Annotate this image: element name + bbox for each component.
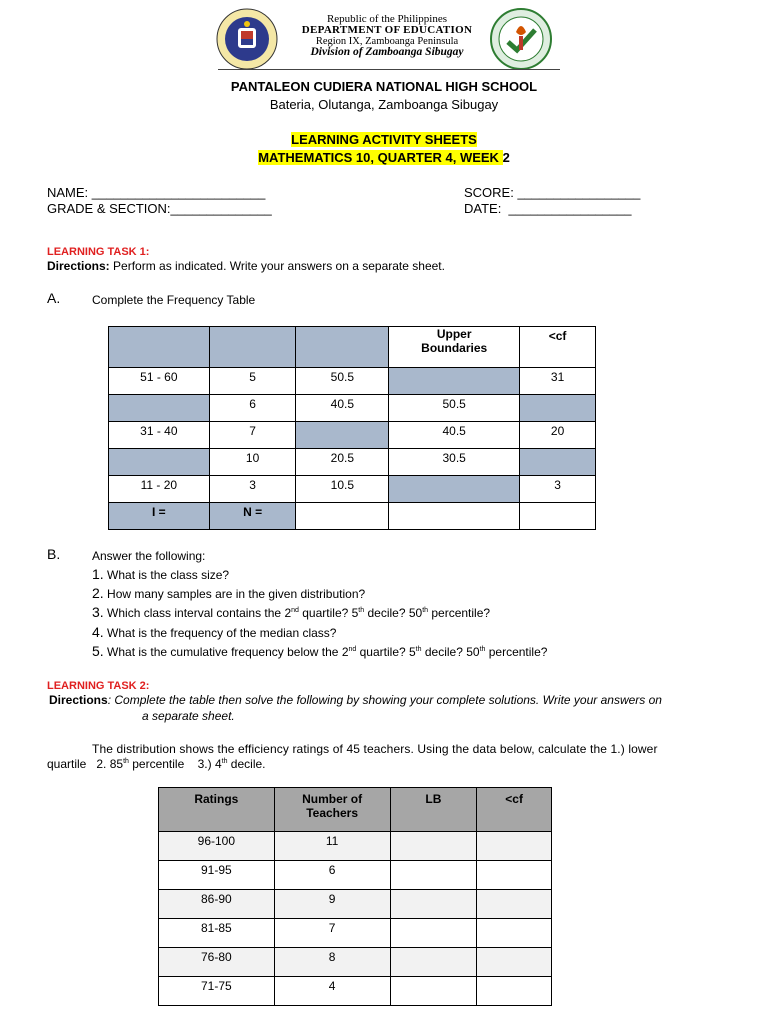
paragraph-text: decile. [227, 757, 266, 771]
task2-directions-text: : Complete the table then solve the following by showing your complete solutions. Write your answers on [107, 693, 662, 707]
deped-seal-left-logo [216, 8, 278, 70]
cell: 7 [209, 422, 296, 449]
question-text: What is the frequency of the median class? [107, 626, 337, 640]
name-field: NAME: ________________________ [47, 185, 266, 200]
table-row [109, 368, 596, 395]
sheet-title-line2: MATHEMATICS 10, QUARTER 4, WEEK [258, 150, 503, 165]
blank-cell[interactable] [390, 948, 477, 977]
table-row [109, 422, 596, 449]
question-1 [92, 566, 229, 582]
class-size-cell[interactable]: I = [109, 503, 210, 530]
table-header-row [159, 788, 552, 832]
blank-cell[interactable] [109, 449, 210, 476]
part-a-text: Complete the Frequency Table [92, 293, 256, 307]
header-cell-lb: LB [390, 788, 477, 832]
task2-directions-cont: a separate sheet. [142, 709, 235, 723]
cell: 71-75 [159, 977, 275, 1006]
ordinal-suffix: nd [291, 607, 299, 614]
paragraph-text: quartile 2. 85 [47, 757, 124, 771]
blank-cell[interactable] [390, 861, 477, 890]
question-3 [92, 604, 490, 620]
cell: 40.5 [296, 395, 389, 422]
task1-directions [47, 259, 445, 273]
table-row [159, 948, 552, 977]
cell: 6 [274, 861, 390, 890]
ordinal-suffix: th [123, 758, 129, 765]
question-number: 1. [92, 566, 104, 582]
week-number: 2 [502, 150, 510, 165]
paragraph-text: percentile 3.) 4 [128, 757, 222, 771]
cell: 4 [274, 977, 390, 1006]
cell: 40.5 [389, 422, 520, 449]
blank-cell[interactable] [477, 948, 552, 977]
ordinal-suffix: th [358, 607, 365, 614]
blank-cell[interactable] [477, 919, 552, 948]
question-text: decile? 50 [364, 606, 423, 620]
question-text: decile? 50 [421, 645, 480, 659]
blank-cell[interactable] [520, 503, 596, 530]
sheet-subtitle [0, 150, 768, 165]
question-4 [92, 624, 336, 640]
ordinal-suffix: th [422, 607, 429, 614]
ratings-table [158, 787, 552, 1006]
sheet-title-line1: LEARNING ACTIVITY SHEETS [291, 132, 477, 147]
table-row [159, 919, 552, 948]
blank-cell[interactable] [389, 476, 520, 503]
blank-cell[interactable] [520, 449, 596, 476]
cell: 96-100 [159, 832, 275, 861]
ordinal-suffix: nd [348, 646, 357, 653]
department-line: DEPARTMENT OF EDUCATION [301, 24, 473, 36]
task2-directions-label: Directions [49, 693, 108, 707]
cell: 51 - 60 [109, 368, 210, 395]
blank-cell[interactable] [389, 368, 520, 395]
question-number: 4. [92, 624, 104, 640]
date-field: DATE: _________________ [464, 201, 632, 216]
blank-cell[interactable] [296, 422, 389, 449]
blank-cell[interactable] [477, 890, 552, 919]
cell: 6 [209, 395, 296, 422]
question-text: How many samples are in the given distribution? [107, 587, 366, 601]
question-number: 3. [92, 604, 104, 620]
cell: 10.5 [296, 476, 389, 503]
task1-directions-label: Directions: [47, 259, 110, 273]
ordinal-suffix: th [479, 646, 486, 653]
sheet-title [0, 132, 768, 147]
table-row [109, 449, 596, 476]
blank-cell[interactable] [390, 919, 477, 948]
question-number: 5. [92, 643, 104, 659]
ordinal-suffix: th [415, 646, 422, 653]
blank-cell[interactable] [390, 832, 477, 861]
table-footer-row [109, 503, 596, 530]
header-cell[interactable] [209, 327, 296, 368]
school-name: PANTALEON CUDIERA NATIONAL HIGH SCHOOL [230, 79, 538, 94]
cell: 20.5 [296, 449, 389, 476]
cell: 7 [274, 919, 390, 948]
cell: 11 - 20 [109, 476, 210, 503]
task1-title: LEARNING TASK 1: [47, 246, 150, 258]
cell: 50.5 [296, 368, 389, 395]
blank-cell[interactable] [477, 832, 552, 861]
ordinal-suffix: th [221, 758, 228, 765]
republic-line: Republic of the Philippines [326, 13, 448, 25]
cell: 81-85 [159, 919, 275, 948]
blank-cell[interactable] [109, 395, 210, 422]
blank-cell[interactable] [520, 395, 596, 422]
cell: 3 [209, 476, 296, 503]
task2-paragraph-line2 [47, 757, 266, 771]
cell: 9 [274, 890, 390, 919]
table-row [159, 861, 552, 890]
question-text: What is the class size? [107, 568, 230, 582]
letterhead [282, 14, 492, 58]
task2-paragraph-line1: The distribution shows the efficiency ratings of 45 teachers. Using the data below, calculate the 1.) lower [92, 742, 658, 756]
region-line: Region IX, Zamboanga Peninsula [315, 36, 459, 47]
total-frequency-cell[interactable]: N = [209, 503, 296, 530]
part-b-text: Answer the following: [92, 549, 206, 563]
question-text: quartile? 5 [356, 645, 416, 659]
table-row [159, 977, 552, 1006]
header-cell[interactable] [296, 327, 389, 368]
question-text: Which class interval contains the 2 [107, 606, 292, 620]
header-cell-number-of-teachers: Number of Teachers [274, 788, 390, 832]
blank-cell[interactable] [477, 861, 552, 890]
header-cell-cf: <cf [520, 327, 596, 368]
table-row [159, 890, 552, 919]
question-text: percentile? [485, 645, 548, 659]
task2-directions [49, 693, 662, 707]
question-text: quartile? 5 [298, 606, 359, 620]
frequency-table [108, 326, 596, 530]
header-cell-upper-boundaries: Upper Boundaries [389, 327, 520, 368]
question-text: percentile? [428, 606, 491, 620]
table-row [159, 832, 552, 861]
task2-title: LEARNING TASK 2: [47, 680, 150, 692]
cell: 8 [274, 948, 390, 977]
header-cell[interactable] [109, 327, 210, 368]
blank-cell[interactable] [389, 503, 520, 530]
table-header-row [109, 327, 596, 368]
table-row [109, 476, 596, 503]
blank-cell[interactable] [477, 977, 552, 1006]
question-2 [92, 585, 365, 601]
grade-section-field: GRADE & SECTION:______________ [47, 201, 272, 216]
question-5 [92, 643, 547, 659]
blank-cell[interactable] [296, 503, 389, 530]
header-cell-ratings: Ratings [159, 788, 275, 832]
table-row [109, 395, 596, 422]
blank-cell[interactable] [390, 977, 477, 1006]
cell: 91-95 [159, 861, 275, 890]
cell: 30.5 [389, 449, 520, 476]
cell: 86-90 [159, 890, 275, 919]
task1-directions-text: Perform as indicated. Write your answers on a separate sheet. [109, 259, 445, 273]
cell: 76-80 [159, 948, 275, 977]
cell: 31 - 40 [109, 422, 210, 449]
cell: 50.5 [389, 395, 520, 422]
header-cell-cf: <cf [477, 788, 552, 832]
question-number: 2. [92, 585, 104, 601]
cell: 11 [274, 832, 390, 861]
part-b-letter: B. [47, 546, 61, 562]
cell: 5 [209, 368, 296, 395]
score-field: SCORE: _________________ [464, 185, 641, 200]
division-line: Division of Zamboanga Sibugay [310, 46, 464, 58]
cell: 31 [520, 368, 596, 395]
school-address: Bateria, Olutanga, Zamboanga Sibugay [269, 97, 499, 112]
part-a-letter: A. [47, 290, 61, 306]
question-text: What is the cumulative frequency below the 2 [107, 645, 349, 659]
header-divider [218, 69, 560, 70]
deped-seal-right-logo [490, 8, 552, 70]
blank-cell[interactable] [390, 890, 477, 919]
cell: 10 [209, 449, 296, 476]
cell: 3 [520, 476, 596, 503]
cell: 20 [520, 422, 596, 449]
